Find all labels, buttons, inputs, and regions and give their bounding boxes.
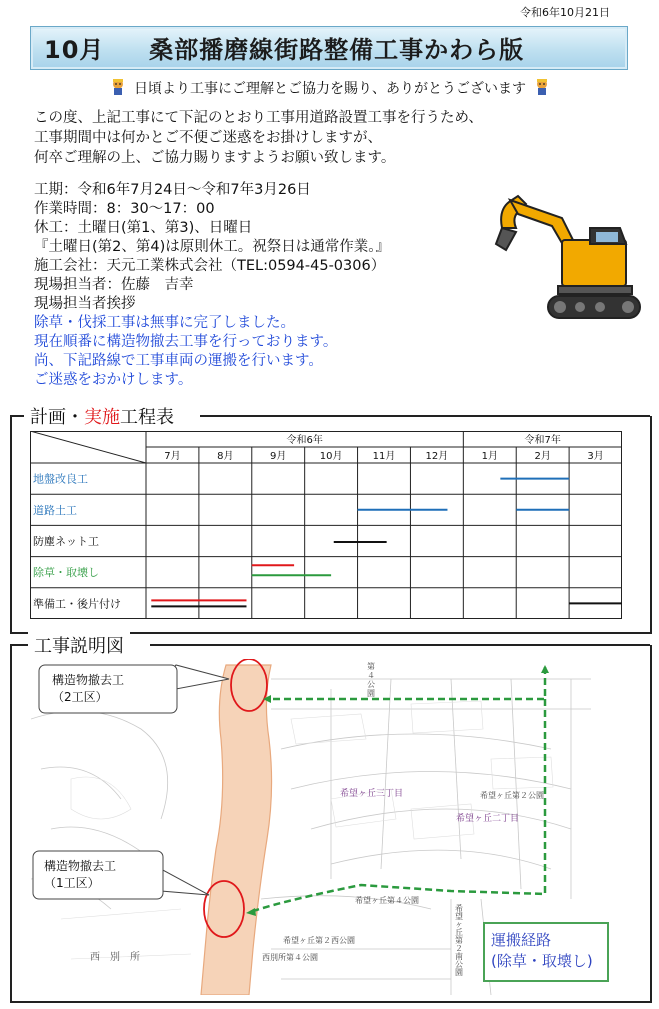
intro-line-3: 何卒ご理解の上、ご協力賜りますようお願い致します。 [34,150,396,166]
divider [200,415,650,417]
map-label-nishibessho-park: 西別所第４公園 [262,953,318,962]
task-label: 防塵ネット工 [33,535,99,548]
title-text: 桑部播磨線街路整備工事かわら版 [149,36,525,64]
map-label-kibougaoka3: 希望ヶ丘三丁目 [340,789,404,799]
map-label-park-tag: 第４公園 [367,662,375,698]
month-label: 10月 [319,451,343,462]
mascot-icon [534,78,550,96]
schedule-title [24,403,180,429]
task-label: 準備工・後片付け [33,597,121,611]
issue-date: 令和6年10月21日 [520,6,610,19]
year-label: 令和7年 [524,435,561,446]
divider [150,644,650,646]
greeting-text: 日頃より工事にご理解とご協力を賜り、ありがとうございます [134,81,526,97]
task-label: 地盤改良工 [33,472,88,486]
contractor: 施工会社：天元工業株式会社（TEL:0594-45-0306） [34,258,386,274]
month-label: 7月 [164,451,181,462]
month-label: 11月 [372,451,396,462]
month-label: 2月 [534,451,551,462]
schedule-title-actual: 実施 [84,407,120,428]
month-label: 8月 [217,451,234,462]
work-period: 工期：令和6年7月24日～令和7年3月26日 [34,182,311,198]
callout-1-line-1: 構造物撤去工 [44,859,117,873]
schedule-chart [30,431,622,619]
mascot-icon [110,78,126,96]
task-label: 道路土工 [33,503,77,517]
map-label-park-south: 希望ヶ丘第２南公園 [455,904,463,977]
title-month: 10月 [44,36,105,64]
callout-2-line-1: 構造物撤去工 [52,673,125,687]
month-label: 3月 [587,451,604,462]
month-label: 1月 [481,451,498,462]
route-legend-text [491,930,593,972]
map-label-kibougaoka2: 希望ヶ丘二丁目 [456,814,520,824]
map-title: 工事説明図 [28,632,130,658]
holiday-note: 『土曜日(第2、第4)は原則休工。祝祭日は通常作業。』 [34,239,391,255]
route-legend-title: 運搬経路 [491,931,552,949]
page-title [44,30,614,65]
notice-line-4: ご迷惑をおかけします。 [34,372,193,388]
route-legend-sub: (除草・取壊し) [491,952,593,970]
task-label: 除草・取壊し [33,566,99,580]
map-label-park4: 希望ヶ丘第４公園 [355,896,419,905]
manager-greeting: 現場担当者挨拶 [34,296,136,312]
greeting-line [80,78,580,98]
map-label-nishibessho: 西 別 所 [90,952,140,963]
notice-line-3: 尚、下記路線で工事車両の運搬を行います。 [34,353,323,369]
work-holidays: 休工：土曜日(第1、第3)、日曜日 [34,220,253,236]
month-label: 9月 [270,451,287,462]
callout-2-line-2: （2工区） [52,690,108,704]
schedule-title-plan: 計画・ [30,407,84,428]
schedule-title-tail: 工程表 [120,407,174,428]
excavator-illustration [492,188,642,333]
intro-line-2: 工事期間中は何かとご不便ご迷惑をお掛けしますが、 [34,130,382,146]
work-hours: 作業時間：8：30～17：00 [34,201,215,217]
notice-line-2: 現在順番に構造物撤去工事を行っております。 [34,334,338,350]
map-label-park2: 希望ヶ丘第２公園 [480,791,544,800]
intro-line-1: この度、上記工事にて下記のとおり工事用道路設置工事を行うため、 [34,110,483,126]
divider [10,415,24,417]
divider [10,644,28,646]
map-label-park-west: 希望ヶ丘第２西公園 [283,936,355,945]
site-manager: 現場担当者：佐藤 吉幸 [34,277,194,293]
year-label: 令和6年 [286,435,323,446]
callout-1-line-2: （1工区） [44,876,100,890]
month-label: 12月 [425,451,449,462]
notice-line-1: 除草・伐採工事は無事に完了しました。 [34,315,295,331]
